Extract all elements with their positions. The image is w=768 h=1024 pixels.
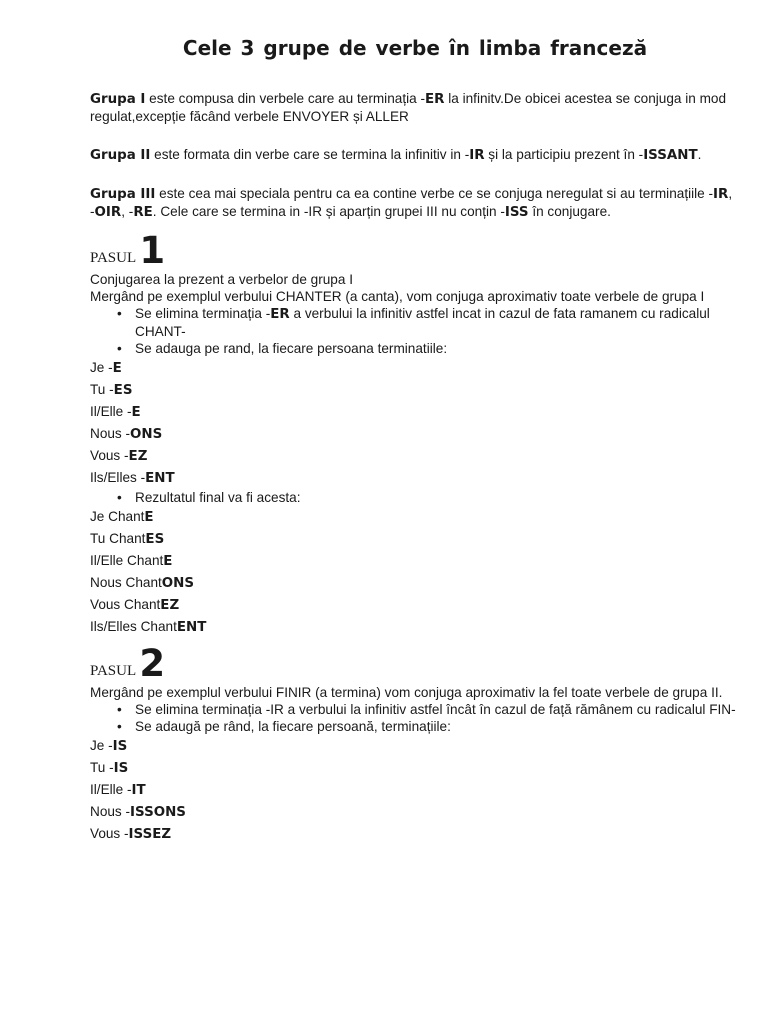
list-item: Tu -IS [90, 760, 129, 776]
bullet-item: • Se elimina terminația -ER a verbului la infinitiv astfel incat in cazul de fata ramanem cu radicalul CHANT- [135, 305, 740, 340]
group-2-paragraph: Grupa II este formata din verbe care se termina la infinitiv in -IR și la participiu prezent în -ISSANT. [90, 147, 702, 163]
group-1-paragraph: Grupa I este compusa din verbele care au terminația -ER la infinitv.De obicei acestea se conjuga in mod regulat,excepție făcând verbele ENVOYER și ALLER [90, 91, 727, 124]
list-item: Nous -ISSONS [90, 804, 186, 820]
list-item: Vous -EZ [90, 448, 148, 464]
step-1-results [90, 506, 740, 638]
step-1-example: Mergând pe exemplul verbului CHANTER (a canta), vom conjuga aproximativ toate verbele de grupa I [90, 289, 705, 304]
list-item: Je -IS [90, 738, 128, 754]
list-item: Ils/Elles ChantENT [90, 619, 207, 635]
page-title: Cele 3 grupe de verbe în limba franceză [182, 36, 648, 60]
list-item: Ils/Elles -ENT [90, 470, 175, 486]
group-label: Grupa III [90, 187, 156, 202]
group-label: Grupa I [90, 92, 146, 107]
list-item: Nous -ONS [90, 426, 163, 442]
list-item: Nous ChantONS [90, 575, 195, 591]
step-1-endings [90, 357, 740, 489]
list-item: Vous ChantEZ [90, 597, 180, 613]
document-page [90, 36, 740, 845]
list-item: Je -E [90, 360, 122, 376]
step-1-intro: Conjugarea la prezent a verbelor de grupa I [90, 272, 353, 287]
list-item: Tu -ES [90, 382, 133, 398]
bullet-item: • Se adaugă pe rând, la fiecare persoană, terminațiile: [135, 718, 740, 735]
list-item: Il/Elle -IT [90, 782, 146, 798]
step-1-bullets [90, 305, 740, 357]
list-item: Il/Elle ChantE [90, 553, 173, 569]
step-2-bullets [90, 701, 740, 735]
step-1-heading: PASUL 1 [90, 229, 166, 272]
bullet-item: • Se adauga pe rand, la fiecare persoana terminatiile: [135, 340, 740, 357]
list-item: Vous -ISSEZ [90, 826, 172, 842]
list-item: Tu ChantES [90, 531, 165, 547]
list-item: Il/Elle -E [90, 404, 141, 420]
list-item: Je ChantE [90, 509, 154, 525]
group-label: Grupa II [90, 148, 151, 163]
step-1-result-bullet [90, 489, 740, 506]
step-2-heading: PASUL 2 [90, 642, 166, 685]
step-number: 2 [139, 642, 166, 685]
group-3-paragraph: Grupa III este cea mai speciala pentru ca ea contine verbe ce se conjuga neregulat si au terminațiile -IR, -OIR, -RE. Cele care se termina in -IR și aparțin grupei III nu conțin -ISS în conjugare. [90, 186, 733, 220]
bullet-item: • Rezultatul final va fi acesta: [135, 489, 740, 506]
bullet-item: • Se elimina terminația -IR a verbului la infinitiv astfel încât în cazul de față rămânem cu radicalul FIN- [135, 701, 740, 718]
step-2-intro: Mergând pe exemplul verbului FINIR (a termina) vom conjuga aproximativ la fel toate verbele de grupa II. [90, 685, 723, 700]
step-2-endings [90, 735, 740, 845]
step-number: 1 [139, 229, 166, 272]
